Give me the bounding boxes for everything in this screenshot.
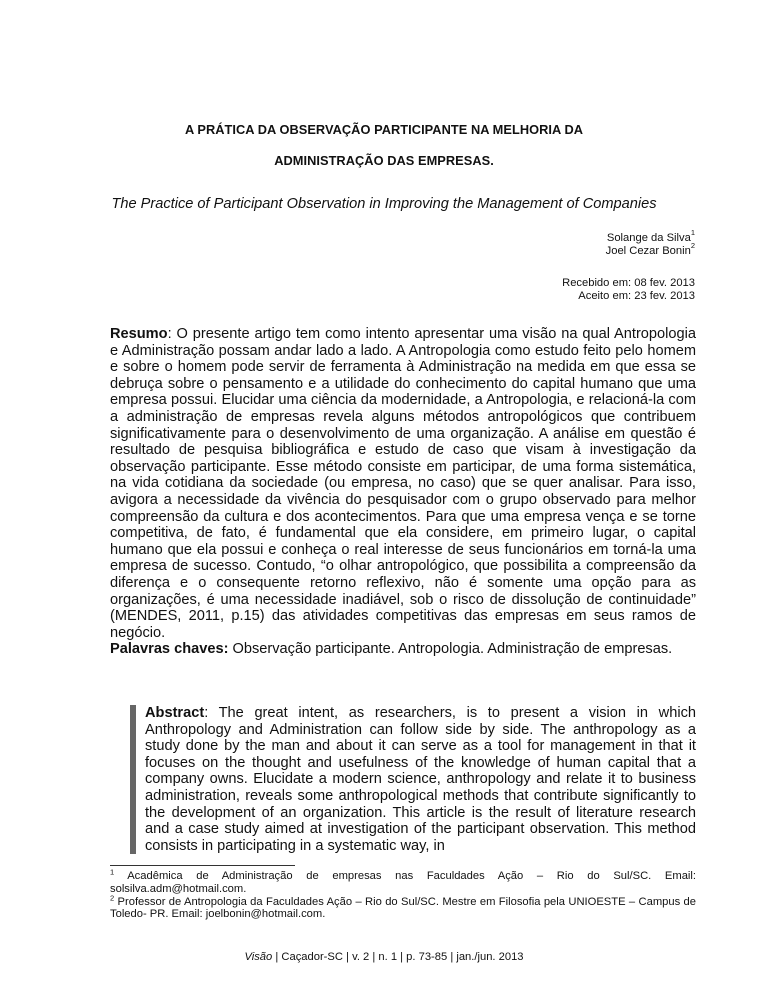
abstract-block	[130, 705, 696, 854]
dates-block	[562, 277, 695, 303]
footnote-text: Professor de Antropologia da Faculdades Ação – Rio do Sul/SC. Mestre em Filosofia pela UNIOESTE – Campus de Toledo- PR. Email: joelbonin@hotmail.com.	[110, 895, 696, 921]
received-date: Recebido em: 08 fev. 2013	[562, 277, 695, 289]
footnote-2	[110, 892, 696, 922]
footnotes-section	[110, 867, 696, 921]
footnote-ref[interactable]: 1	[690, 228, 695, 238]
abstract-paragraph	[145, 705, 696, 854]
abstract-label: Abstract	[145, 705, 205, 721]
keywords-label: Palavras chaves:	[110, 641, 229, 658]
footnote-number: 2	[110, 892, 115, 902]
author-name: Solange da Silva	[606, 232, 691, 244]
footnote-text: Acadêmica de Administração de empresas nas Faculdades Ação – Rio do Sul/SC. Email: solsilva.adm@hotmail.com.	[110, 870, 696, 895]
footnote-ref[interactable]: 2	[690, 241, 695, 251]
author-name: Joel Cezar Bonin	[605, 245, 691, 257]
resumo-paragraph	[110, 326, 696, 641]
resumo-label: Resumo	[110, 326, 168, 342]
author-2	[605, 241, 695, 258]
keywords-text: Observação participante. Antropologia. Administração de empresas.	[228, 641, 673, 658]
journal-name: Visão	[244, 951, 273, 963]
footnote-number: 1	[110, 867, 115, 877]
authors-block	[605, 228, 695, 258]
footnote-divider	[110, 865, 295, 866]
footnote-1	[110, 867, 696, 896]
accepted-date: Aceito em: 23 fev. 2013	[578, 290, 695, 302]
abstract-text: : The great intent, as researchers, is to present a vision in which Anthropology and Administration can follow side by side. The anthropology as a study done by the man and about it can serve as a tool for management in that it focuses on the thought and usefulness of the knowledge of human capital that a company owns. Elucidate a modern science, anthropology and relate it to business administration, reveals some anthropological methods that contribute significantly to the development of an organization. This article is the result of literature research and a case study aimed at investigation of the participant observation. This method consists in participating in a systematic way, in	[145, 705, 696, 854]
journal-details: | Caçador-SC | v. 2 | n. 1 | p. 73-85 | jan./jun. 2013	[272, 951, 524, 963]
page-footer	[0, 951, 768, 963]
keywords-paragraph	[110, 641, 696, 658]
title-line-1: A PRÁTICA DA OBSERVAÇÃO PARTICIPANTE NA MELHORIA DA	[184, 122, 584, 137]
author-1	[606, 228, 695, 245]
resumo-text: : O presente artigo tem como intento apresentar uma visão na qual Antropologia e Administração possam andar lado a lado. A Antropologia como estudo feito pelo homem e sobre o homem pode servir de ferramenta à Administração na medida em que essa se debruça sobre o pensamento e a utilidade do conhecimento do capital humano que uma empresa possui. Elucidar uma ciência da modernidade, a Antropologia, e relacioná-la com a administração de empresas revela alguns métodos antropológicos que contribuem significativamente para o desenvolvimento de uma organização. A análise em questão é resultado de pesquisa bibliográfica e estudo de caso que visam à investigação da observação participante. Esse método consiste em participar, de uma forma sistemática, na vida cotidiana da sociedade (ou empresa, no caso) que se quer analisar. Para isso, avigora a necessidade da vivência do pesquisador com o grupo observado para melhor compreensão da cultura e dos acontecimentos. Para que uma empresa vença e se torne competitiva, de fato, é fundamental que ela considere, em primeiro lugar, o capital humano que ela possui e conheça o real interesse de seus funcionários em torná-la uma empresa de sucesso. Contudo, “o olhar antropológico, que possibilita a compreensão da diferença e o consequente retorno reflexivo, não é somente uma opção para as organizações, é uma necessidade inadiável, sob o risco de dissolução de continuidade” (MENDES, 2011, p.15) das atividades competitivas das empresas em seus ramos de negócio.	[110, 326, 696, 641]
title-line-2: ADMINISTRAÇÃO DAS EMPRESAS.	[274, 153, 494, 168]
english-subtitle: The Practice of Participant Observation in Improving the Management of Companies	[111, 196, 657, 212]
resumo-section	[110, 326, 696, 658]
